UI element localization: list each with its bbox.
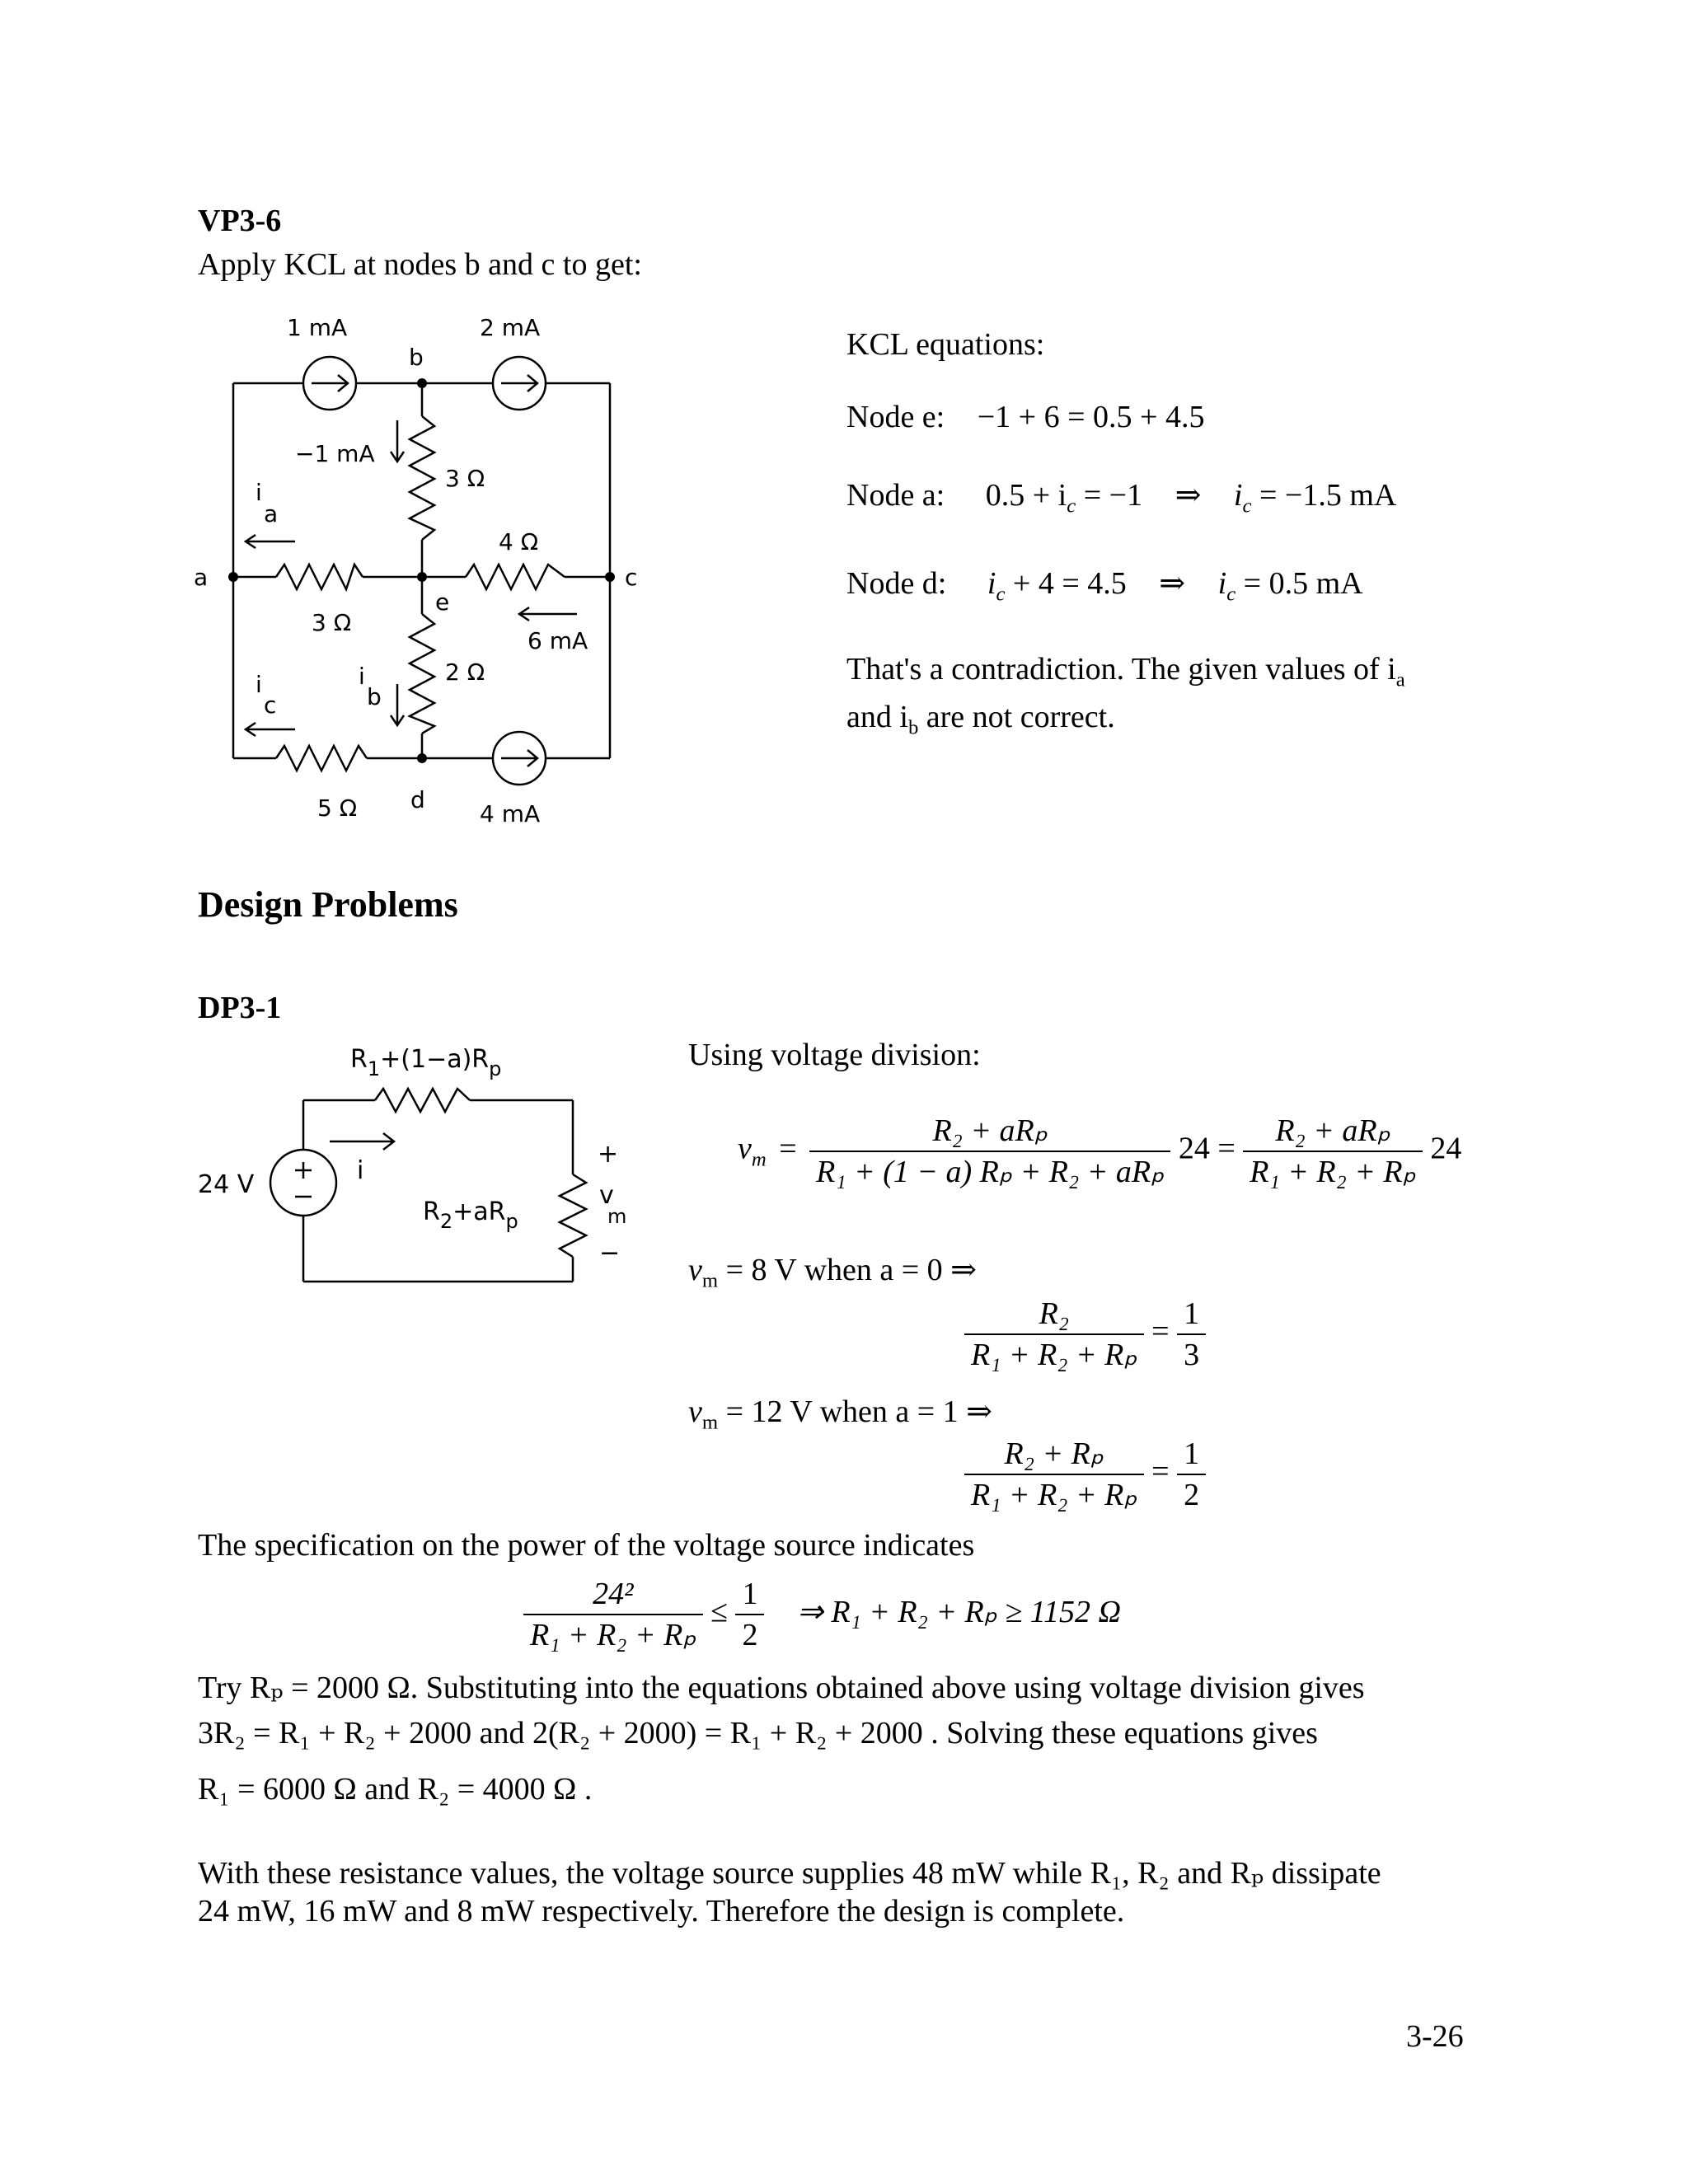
kcl-title: KCL equations:	[846, 327, 1045, 362]
src-4ma-label: 4 mA	[480, 800, 541, 827]
vd-equation: $v_m$ = $\frac{\text{R₂ + aRₚ}}{\text{R₁ + (1 − a) Rₚ + R₂ + aRₚ}}$ 24 = $\frac{\text{R₂ + aRₚ}}{\text{R₁ + R₂ + Rₚ}}$ 24	[738, 1111, 1461, 1192]
node-e-label: Node e:	[846, 400, 945, 434]
node-a-label: Node a:	[846, 478, 945, 513]
vd-title: Using voltage division:	[688, 1038, 981, 1072]
equations-line: 3R₂ = R₁ + R₂ + 2000 and 2(R₂ + 2000) = R₁ + R₂ + 2000 . Solving these equations gives	[198, 1716, 1318, 1750]
power-equation: $\frac{\text{24²}}{\text{R₁ + R₂ + Rₚ}}$ ≤ $\frac{1}{2}$ ⇒ R₁ + R₂ + Rₚ ≥ 1152 Ω	[523, 1574, 1121, 1655]
vp-circuit-diagram	[190, 317, 668, 845]
vm-label: v m	[599, 1181, 627, 1228]
node-e-line	[846, 398, 1204, 436]
r-4-label: 4 Ω	[499, 528, 539, 555]
node-e-label: e	[435, 588, 450, 616]
contradiction-text: That's a contradiction. The given values of $i_a$ and $i_b$ are not correct.	[846, 652, 1405, 739]
ib-sub: b	[367, 683, 382, 710]
vm-plus: +	[598, 1140, 619, 1169]
node-b-label: b	[409, 344, 424, 371]
node-a-implies: ⇒	[1175, 478, 1202, 513]
ic-label: i	[256, 671, 262, 698]
solution-line: R₁ = 6000 Ω and R₂ = 4000 Ω .	[198, 1772, 593, 1807]
node-d-label: d	[410, 786, 425, 813]
final-text-1: With these resistance values, the voltage source supplies 48 mW while R₁, R₂ and Rₚ dissipate	[198, 1856, 1381, 1891]
page-number: 3-26	[1406, 2019, 1464, 2054]
r-2-label: 2 Ω	[445, 658, 485, 686]
cond1-equation: $\frac{\text{R₂}}{\text{R₁ + R₂ + Rₚ}}$ = $\frac{1}{3}$	[964, 1294, 1206, 1375]
cond1-text: $v_m = 8$ V when a = 0 ⇒	[688, 1253, 978, 1292]
vm-minus: −	[599, 1239, 621, 1268]
node-a-line	[846, 476, 1396, 526]
dp-heading: DP3-1	[198, 991, 282, 1025]
r-3-vert-label: 3 Ω	[445, 465, 485, 492]
r-3-horiz-label: 3 Ω	[312, 609, 352, 636]
src-1ma-label: 1 mA	[287, 317, 348, 341]
ic-sub: c	[264, 691, 277, 719]
node-a-lhs: $0.5 + i_c = -1$	[985, 478, 1143, 518]
vd-fraction-2: $\frac{\text{R₂ + aRₚ}}{\text{R₁ + R₂ + Rₚ}}$	[1243, 1111, 1423, 1192]
r-5-label: 5 Ω	[317, 794, 358, 822]
dp-circuit-diagram	[194, 1034, 655, 1306]
node-a-label: a	[194, 564, 209, 591]
node-d-rhs: $i_c = 0.5$ mA	[1217, 566, 1363, 606]
node-a-rhs: $i_c = -1.5$ mA	[1233, 478, 1397, 518]
vp-intro: Apply KCL at nodes b and c to get:	[198, 247, 642, 282]
ia-label: i	[256, 479, 262, 506]
cur-6ma-label: 6 mA	[528, 627, 588, 654]
current-i-label: i	[357, 1156, 364, 1185]
cond2-text: $v_m = 12$ V when a = 1 ⇒	[688, 1394, 993, 1434]
node-d-lhs: $i_c + 4 = 4.5$	[987, 566, 1127, 606]
node-d-implies: ⇒	[1159, 566, 1186, 601]
node-d-line	[846, 565, 1363, 614]
power-spec-text: The specification on the power of the voltage source indicates	[198, 1528, 975, 1563]
src-2ma-label: 2 mA	[480, 317, 541, 341]
node-e-eq: −1 + 6 = 0.5 + 4.5	[977, 400, 1205, 434]
ib-label: i	[359, 663, 365, 690]
cur-m1ma-label: −1 mA	[295, 440, 375, 467]
vp-heading: VP3-6	[198, 204, 282, 238]
ia-sub: a	[264, 500, 279, 527]
try-line: Try Rₚ = 2000 Ω. Substituting into the equations obtained above using voltage division gives	[198, 1671, 1365, 1705]
design-problems-heading: Design Problems	[198, 884, 458, 925]
node-d-label: Node d:	[846, 566, 947, 601]
vd-fraction-1: $\frac{\text{R₂ + aRₚ}}{\text{R₁ + (1 − a) Rₚ + R₂ + aRₚ}}$	[809, 1111, 1170, 1192]
final-text-2: 24 mW, 16 mW and 8 mW respectively. Therefore the design is complete.	[198, 1894, 1125, 1929]
source-label: 24 V	[198, 1170, 255, 1199]
r-right-label: $R_2+aR_p$	[423, 1197, 518, 1233]
node-c-label: c	[625, 564, 638, 591]
cond2-equation: $\frac{\text{R₂ + Rₚ}}{\text{R₁ + R₂ + Rₚ}}$ = $\frac{1}{2}$	[964, 1434, 1206, 1515]
r-top-label: $R_1+(1-a)R_p$	[350, 1045, 502, 1080]
